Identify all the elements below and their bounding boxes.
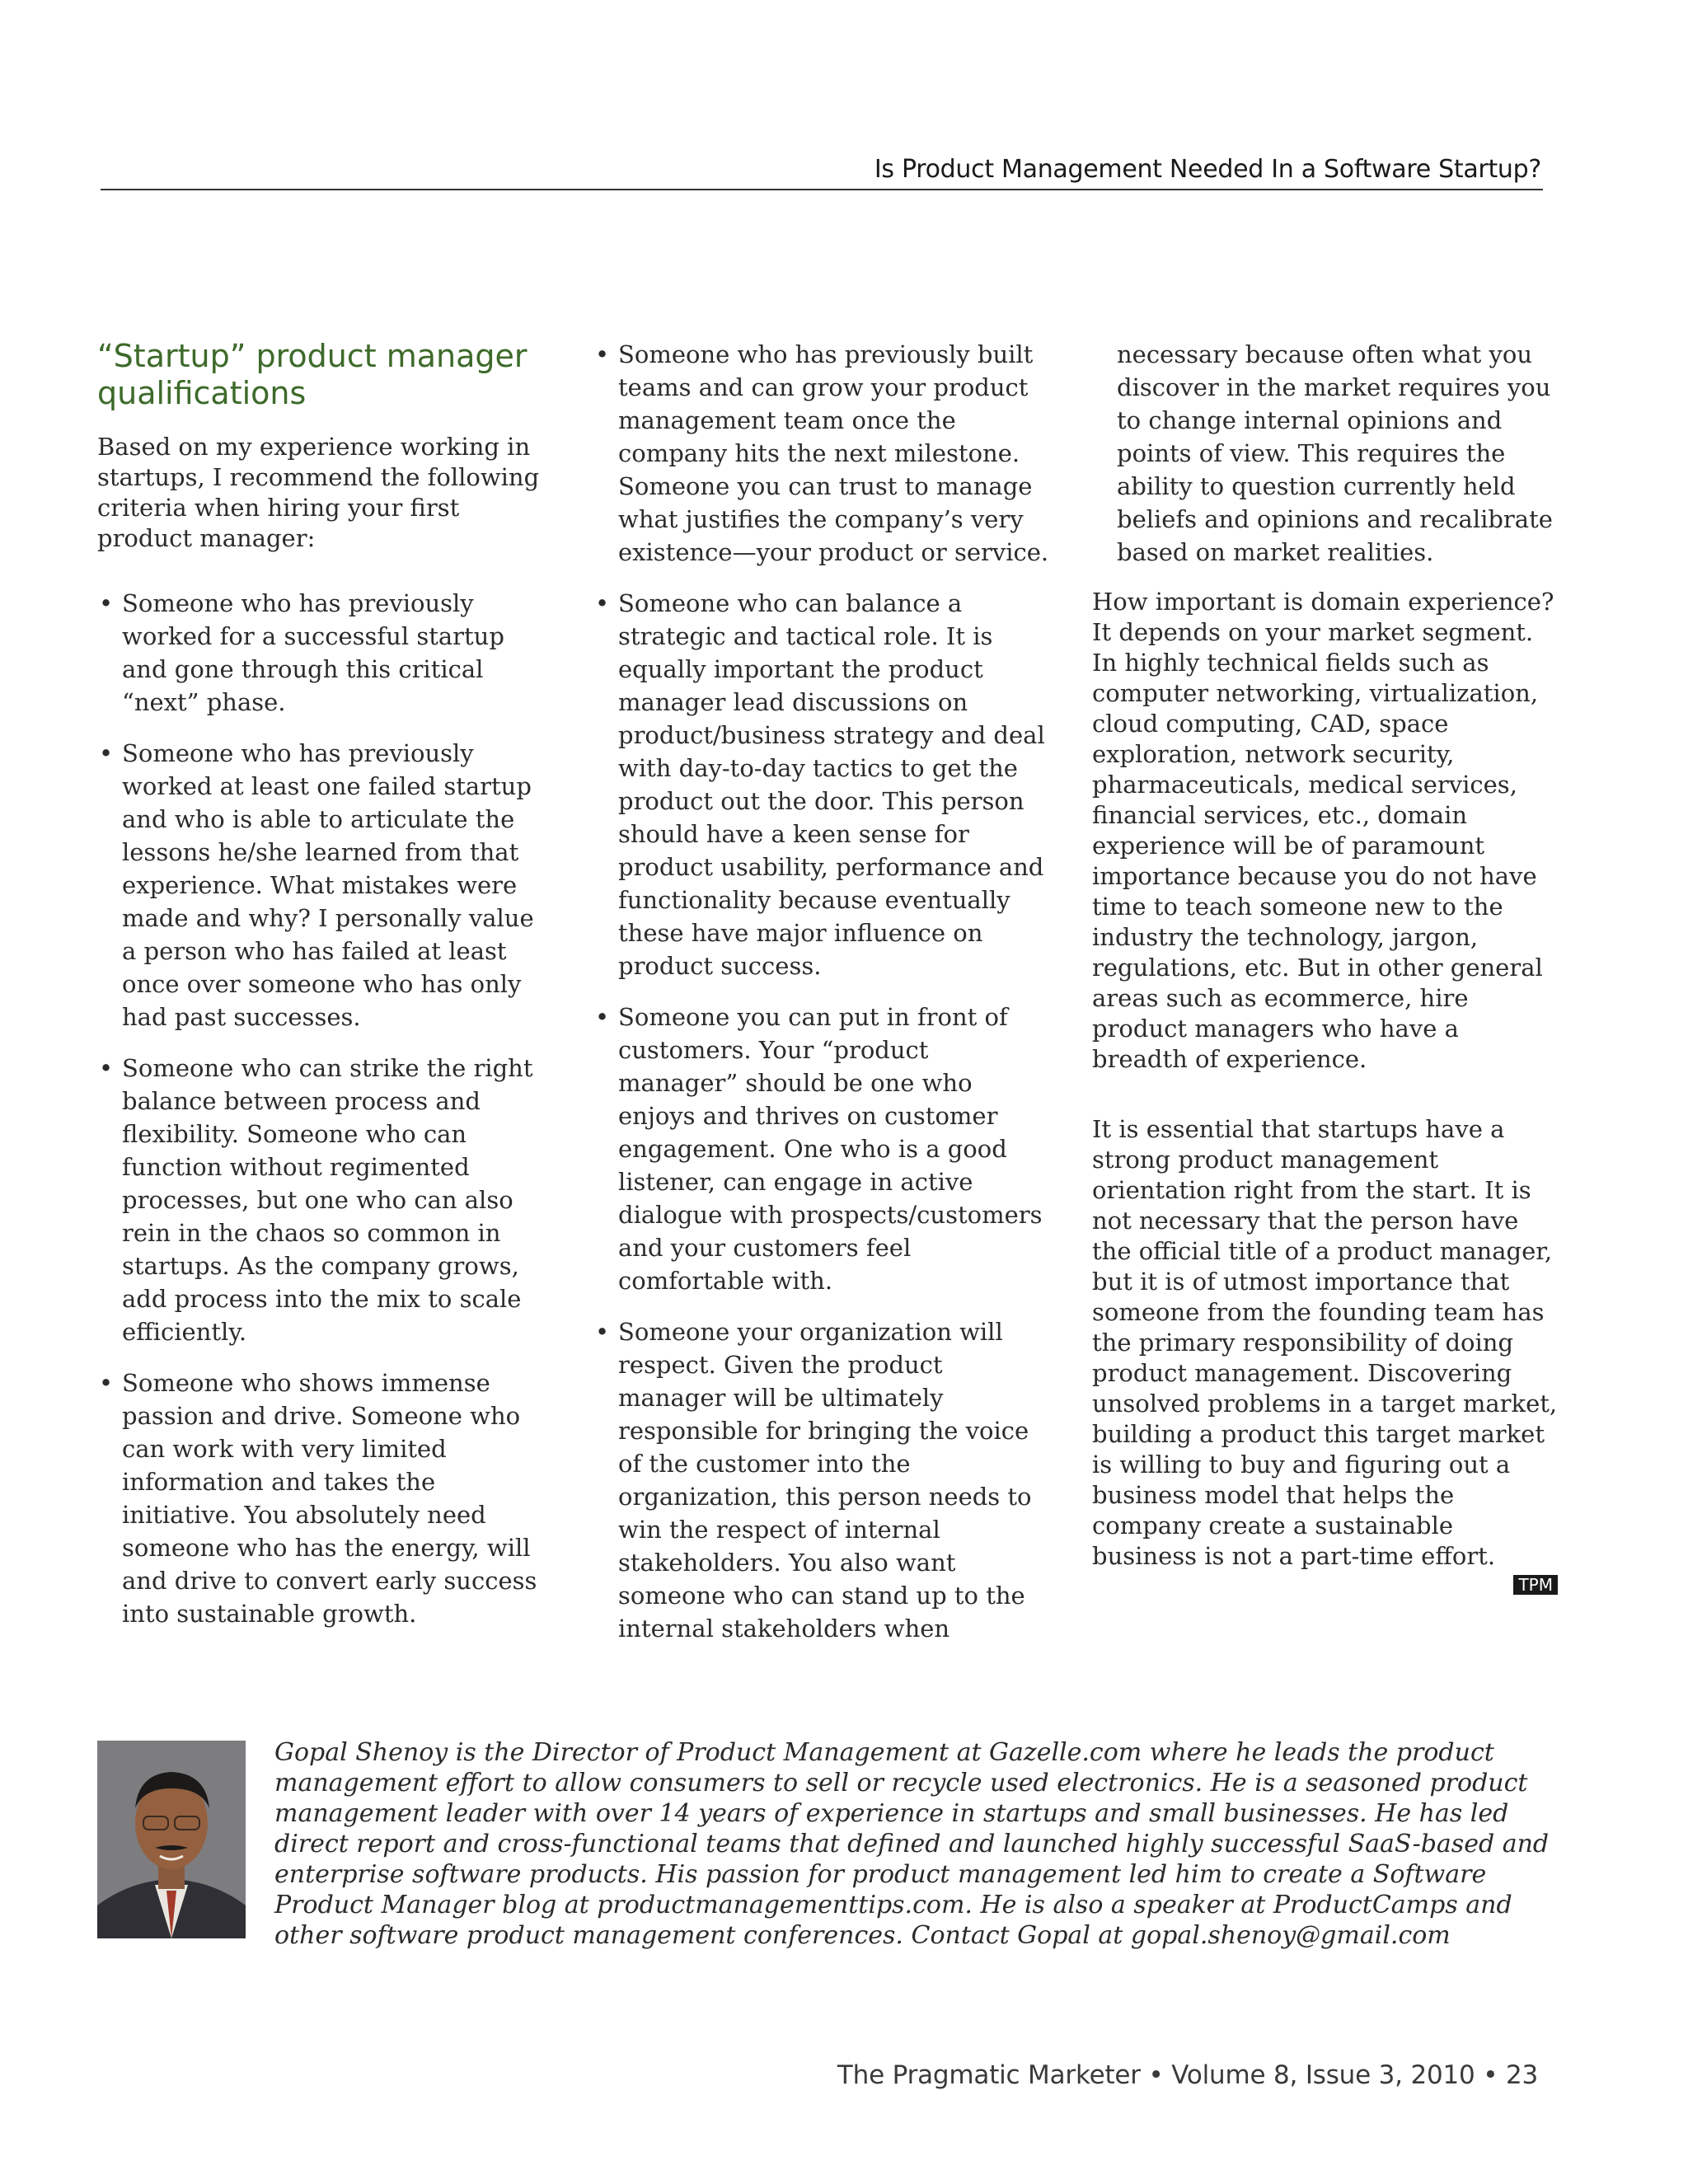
- list-item: • Someone you can put in front of customers. Your “product manager” should be one who enjoys and thrives on customer engagement. One who is a good listener, can engage in active dialogue with prospects/customers and your customers feel comfortable with.: [593, 1001, 1055, 1297]
- page-footer: The Pragmatic Marketer • Volume 8, Issue 3, 2010 • 23: [837, 2060, 1538, 2090]
- column-2: [593, 338, 1055, 1663]
- section-heading: “Startup” product manager qualifications: [97, 338, 528, 411]
- author-portrait-icon: [97, 1741, 246, 1938]
- list-item: • Someone who shows immense passion and drive. Someone who can work with very limited information and takes the initiative. You absolutely need someone who has the energy, will and drive to convert early success into sustainable growth.: [97, 1366, 546, 1630]
- end-mark: TPM: [1513, 1575, 1558, 1595]
- closing-paragraph-text: It is essential that startups have a strong product management orientation right from the start. It is not necessary that the person have the official title of a product manager, but it is of utmost importance that someone from the founding team has the primary responsibility of doing product management. Discovering unsolved problems in a target market, building a product this target market is willing to buy and figuring out a business model that helps the company create a sustainable business is not a part-time effort.: [1092, 1115, 1558, 1570]
- list-item: • Someone who can strike the right balance between process and flexibility. Someone who can function without regimented processes, but one who can also rein in the chaos so common in startups. As the company grows, add process into the mix to scale efficiently.: [97, 1052, 546, 1348]
- author-bio: Gopal Shenoy is the Director of Product Management at Gazelle.com where he leads the product management effort to allow consumers to sell or recycle used electronics. He is a seasoned product management leader with over 14 years of experience in startups and small businesses. He has led direct report and cross-functional teams that defined and launched highly successful SaaS-based and enterprise software products. His passion for product management led him to create a Software Product Manager blog at productmanagementtips.com. He is also a speaker at ProductCamps and other software product management conferences. Contact Gopal at gopal.shenoy@gmail.com: [274, 1738, 1550, 1950]
- list-item: • Someone who has previously worked at least one failed startup and who is able to articulate the lessons he/she learned from that experience. What mistakes were made and why? I personally value a person who has failed at least once over someone who has only had past successes.: [97, 737, 546, 1033]
- qualifications-list-2: [593, 338, 1055, 1645]
- author-photo: [97, 1741, 246, 1938]
- qualifications-list-1: [97, 587, 546, 1630]
- column-1: [97, 338, 546, 1648]
- list-item: • Someone your organization will respect. Given the product manager will be ultimately responsible for bringing the voice of the customer into the organization, this person needs to win the respect of internal stakeholders. You also want someone who can stand up to the internal stakeholders when: [593, 1315, 1055, 1645]
- closing-paragraph: [1092, 1114, 1558, 1572]
- running-title: Is Product Management Needed In a Software Startup?: [874, 155, 1541, 184]
- domain-experience-paragraph: How important is domain experience? It depends on your market segment. In highly technical fields such as computer networking, virtualization, cloud computing, CAD, space exploration, network security, pharmaceuticals, medical services, financial services, etc., domain experience will be of paramount importance because you do not have time to teach someone new to the industry the technology, jargon, regulations, etc. But in other general areas such as ecommerce, hire product managers who have a breadth of experience.: [1092, 588, 1554, 1073]
- qualifications-list-continued: [1092, 338, 1558, 569]
- column-3: [1092, 338, 1558, 1595]
- header-rule: [101, 189, 1543, 190]
- list-item-continuation: necessary because often what you discover in the market requires you to change internal opinions and points of view. This requires the ability to question currently held beliefs and opinions and recalibrate based on market realities.: [1117, 340, 1553, 566]
- intro-paragraph: Based on my experience working in startups, I recommend the following criteria when hiring your first product manager:: [97, 433, 540, 552]
- list-item: • Someone who has previously worked for a successful startup and gone through this critical “next” phase.: [97, 587, 546, 719]
- list-item: • Someone who has previously built teams and can grow your product management team once the company hits the next milestone. Someone you can trust to manage what justifies the company’s very existence—your product or service.: [593, 338, 1055, 569]
- list-item: • Someone who can balance a strategic and tactical role. It is equally important the product manager lead discussions on product/business strategy and deal with day-to-day tactics to get the product out the door. This person should have a keen sense for product usability, performance and functionality because eventually these have major influence on product success.: [593, 587, 1055, 982]
